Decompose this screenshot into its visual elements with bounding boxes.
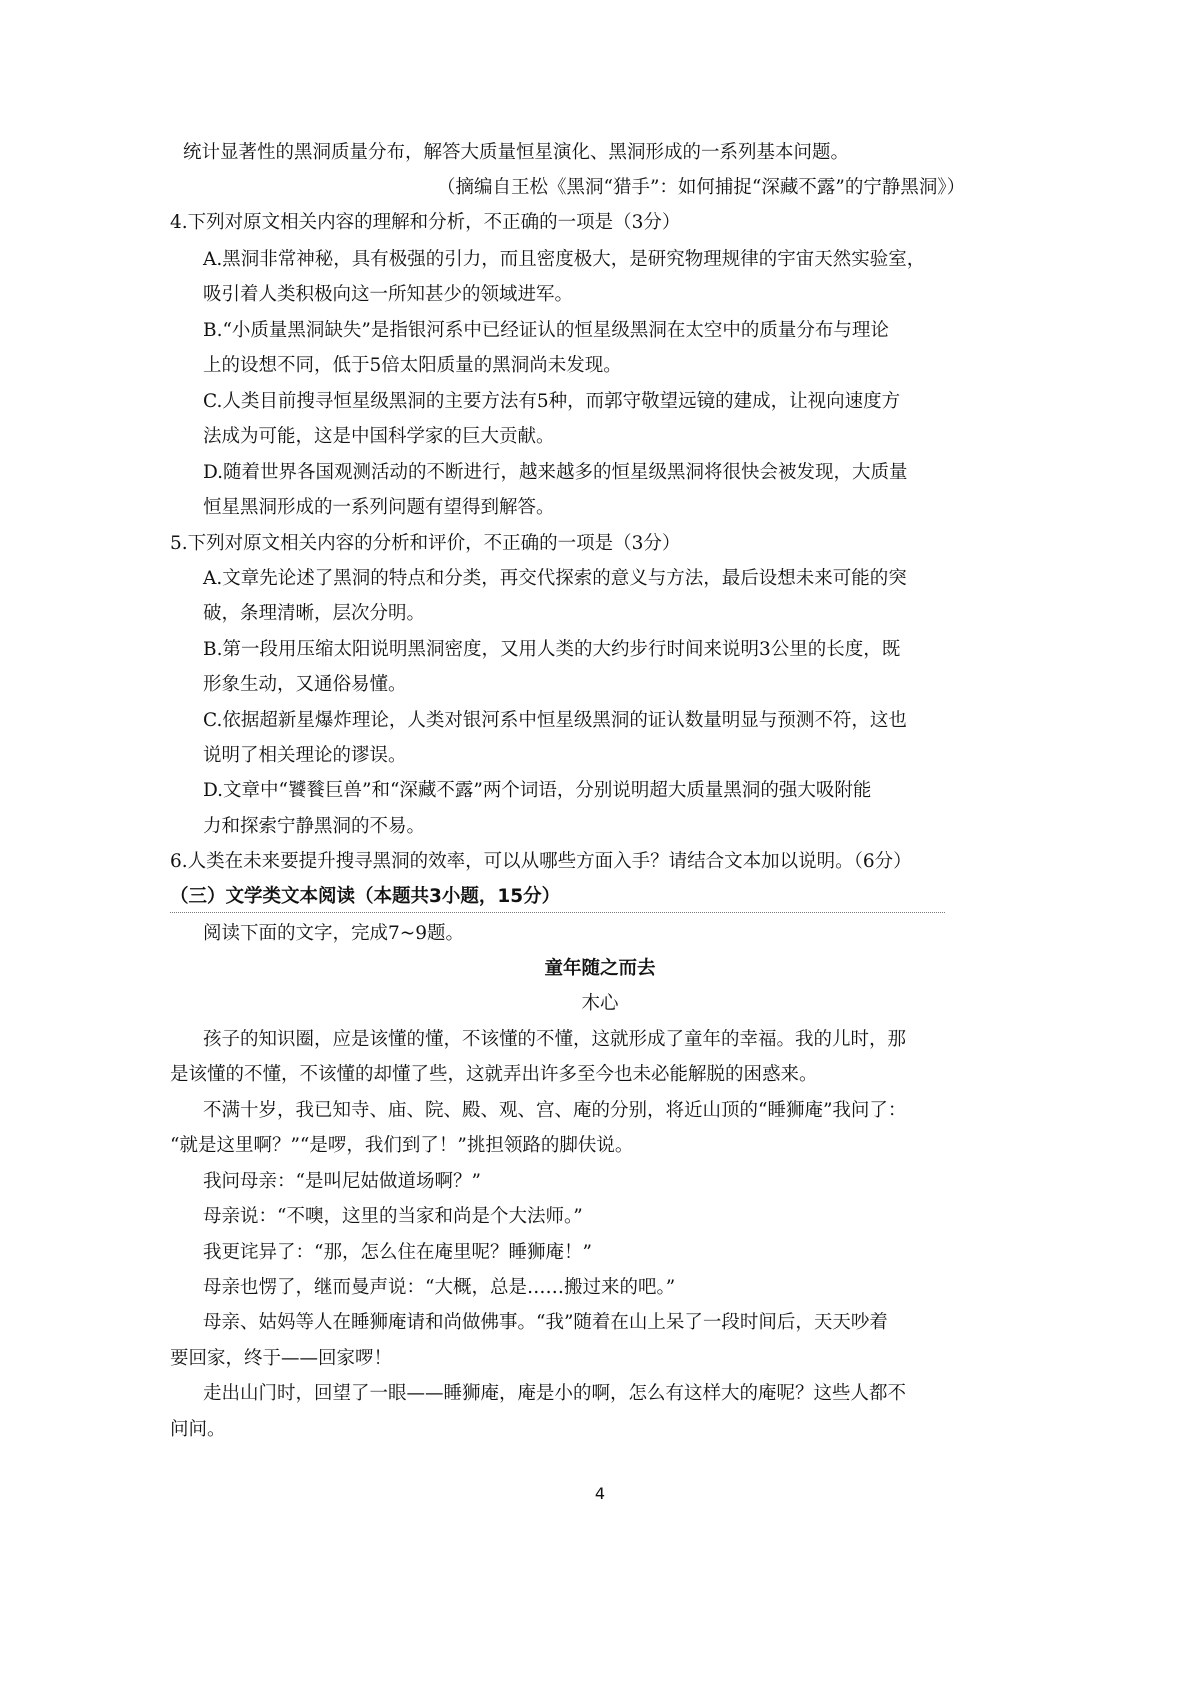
q4-option-b-line1: B.“小质量黑洞缺失”是指银河系中已经证认的恒星级黑洞在太空中的质量分布与理论 xyxy=(203,320,889,341)
paragraph-3: 我问母亲：“是叫尼姑做道场啊？” xyxy=(203,1171,481,1192)
q5-option-d-line1: D.文章中“饕餮巨兽”和“深藏不露”两个词语，分别说明超大质量黑洞的强大吸附能 xyxy=(203,780,872,801)
intro-tail-line: 统计显著性的黑洞质量分布，解答大质量恒星演化、黑洞形成的一系列基本问题。 xyxy=(183,142,850,163)
q5-option-a-line1: A.文章先论述了黑洞的特点和分类，再交代探索的意义与方法，最后设想未来可能的突 xyxy=(203,568,907,589)
question-4-stem: 4.下列对原文相关内容的理解和分析，不正确的一项是（3分） xyxy=(170,212,681,233)
paragraph-1-line2: 是该懂的不懂，不该懂的却懂了些，这就弄出许多至今也未必能解脱的困惑来。 xyxy=(170,1064,818,1085)
q5-option-a-line2: 破，条理清晰，层次分明。 xyxy=(203,603,426,624)
paragraph-6: 母亲也愣了，继而曼声说：“大概，总是……搬过来的吧。” xyxy=(203,1277,676,1298)
paragraph-5: 我更诧异了：“那，怎么住在庵里呢？睡狮庵！” xyxy=(203,1242,592,1263)
q4-option-c-line2: 法成为可能，这是中国科学家的巨大贡献。 xyxy=(203,426,555,447)
paragraph-7-line1: 母亲、姑妈等人在睡狮庵请和尚做佛事。“我”随着在山上呆了一段时间后，天天吵着 xyxy=(203,1312,888,1333)
paragraph-2-line1: 不满十岁，我已知寺、庙、院、殿、观、宫、庵的分别，将近山顶的“睡狮庵”我问了： xyxy=(203,1100,907,1121)
q5-option-b-line2: 形象生动，又通俗易懂。 xyxy=(203,674,407,695)
article-title: 童年随之而去 xyxy=(544,958,656,979)
paragraph-7-line2: 要回家，终于——回家啰！ xyxy=(170,1348,393,1369)
section-3-heading: （三）文学类文本阅读（本题共3小题，15分） xyxy=(170,886,561,907)
q4-option-c-line1: C.人类目前搜寻恒星级黑洞的主要方法有5种，而郭守敬望远镜的建成，让视向速度方 xyxy=(203,391,901,412)
paragraph-2-line2: “就是这里啊？”“是啰，我们到了！”挑担领路的脚伕说。 xyxy=(170,1135,634,1156)
q5-option-b-line1: B.第一段用压缩太阳说明黑洞密度，又用人类的大约步行时间来说明3公里的长度，既 xyxy=(203,639,901,660)
paragraph-4: 母亲说：“不噢，这里的当家和尚是个大法师。” xyxy=(203,1206,583,1227)
q4-option-b-line2: 上的设想不同，低于5倍太阳质量的黑洞尚未发现。 xyxy=(203,355,622,376)
paragraph-1-line1: 孩子的知识圈，应是该懂的懂，不该懂的不懂，这就形成了童年的幸福。我的儿时，那 xyxy=(203,1029,907,1050)
paragraph-8-line2: 问问。 xyxy=(170,1419,226,1440)
q5-option-c-line2: 说明了相关理论的谬误。 xyxy=(203,745,407,766)
q4-option-d-line2: 恒星黑洞形成的一系列问题有望得到解答。 xyxy=(203,497,555,518)
section-divider xyxy=(170,912,945,913)
article-author: 木心 xyxy=(581,993,619,1014)
reading-instruction: 阅读下面的文字，完成7~9题。 xyxy=(203,923,465,944)
q4-option-a-line1: A.黑洞非常神秘，具有极强的引力，而且密度极大，是研究物理规律的宇宙天然实验室， xyxy=(203,249,926,270)
q4-option-d-line1: D.随着世界各国观测活动的不断进行，越来越多的恒星级黑洞将很快会被发现，大质量 xyxy=(203,462,908,483)
q4-option-a-line2: 吸引着人类积极向这一所知甚少的领域进军。 xyxy=(203,284,574,305)
question-5-stem: 5.下列对原文相关内容的分析和评价，不正确的一项是（3分） xyxy=(170,533,681,554)
paragraph-8-line1: 走出山门时，回望了一眼——睡狮庵，庵是小的啊，怎么有这样大的庵呢？这些人都不 xyxy=(203,1383,907,1404)
q5-option-c-line1: C.依据超新星爆炸理论，人类对银河系中恒星级黑洞的证认数量明显与预测不符，这也 xyxy=(203,710,907,731)
source-citation: （摘编自王松《黑洞“猎手”：如何捕捉“深藏不露”的宁静黑洞》） xyxy=(437,177,966,198)
q5-option-d-line2: 力和探索宁静黑洞的不易。 xyxy=(203,816,426,837)
page-number: 4 xyxy=(594,1484,606,1503)
question-6: 6.人类在未来要提升搜寻黑洞的效率，可以从哪些方面入手？请结合文本加以说明。（6分） xyxy=(170,851,912,872)
